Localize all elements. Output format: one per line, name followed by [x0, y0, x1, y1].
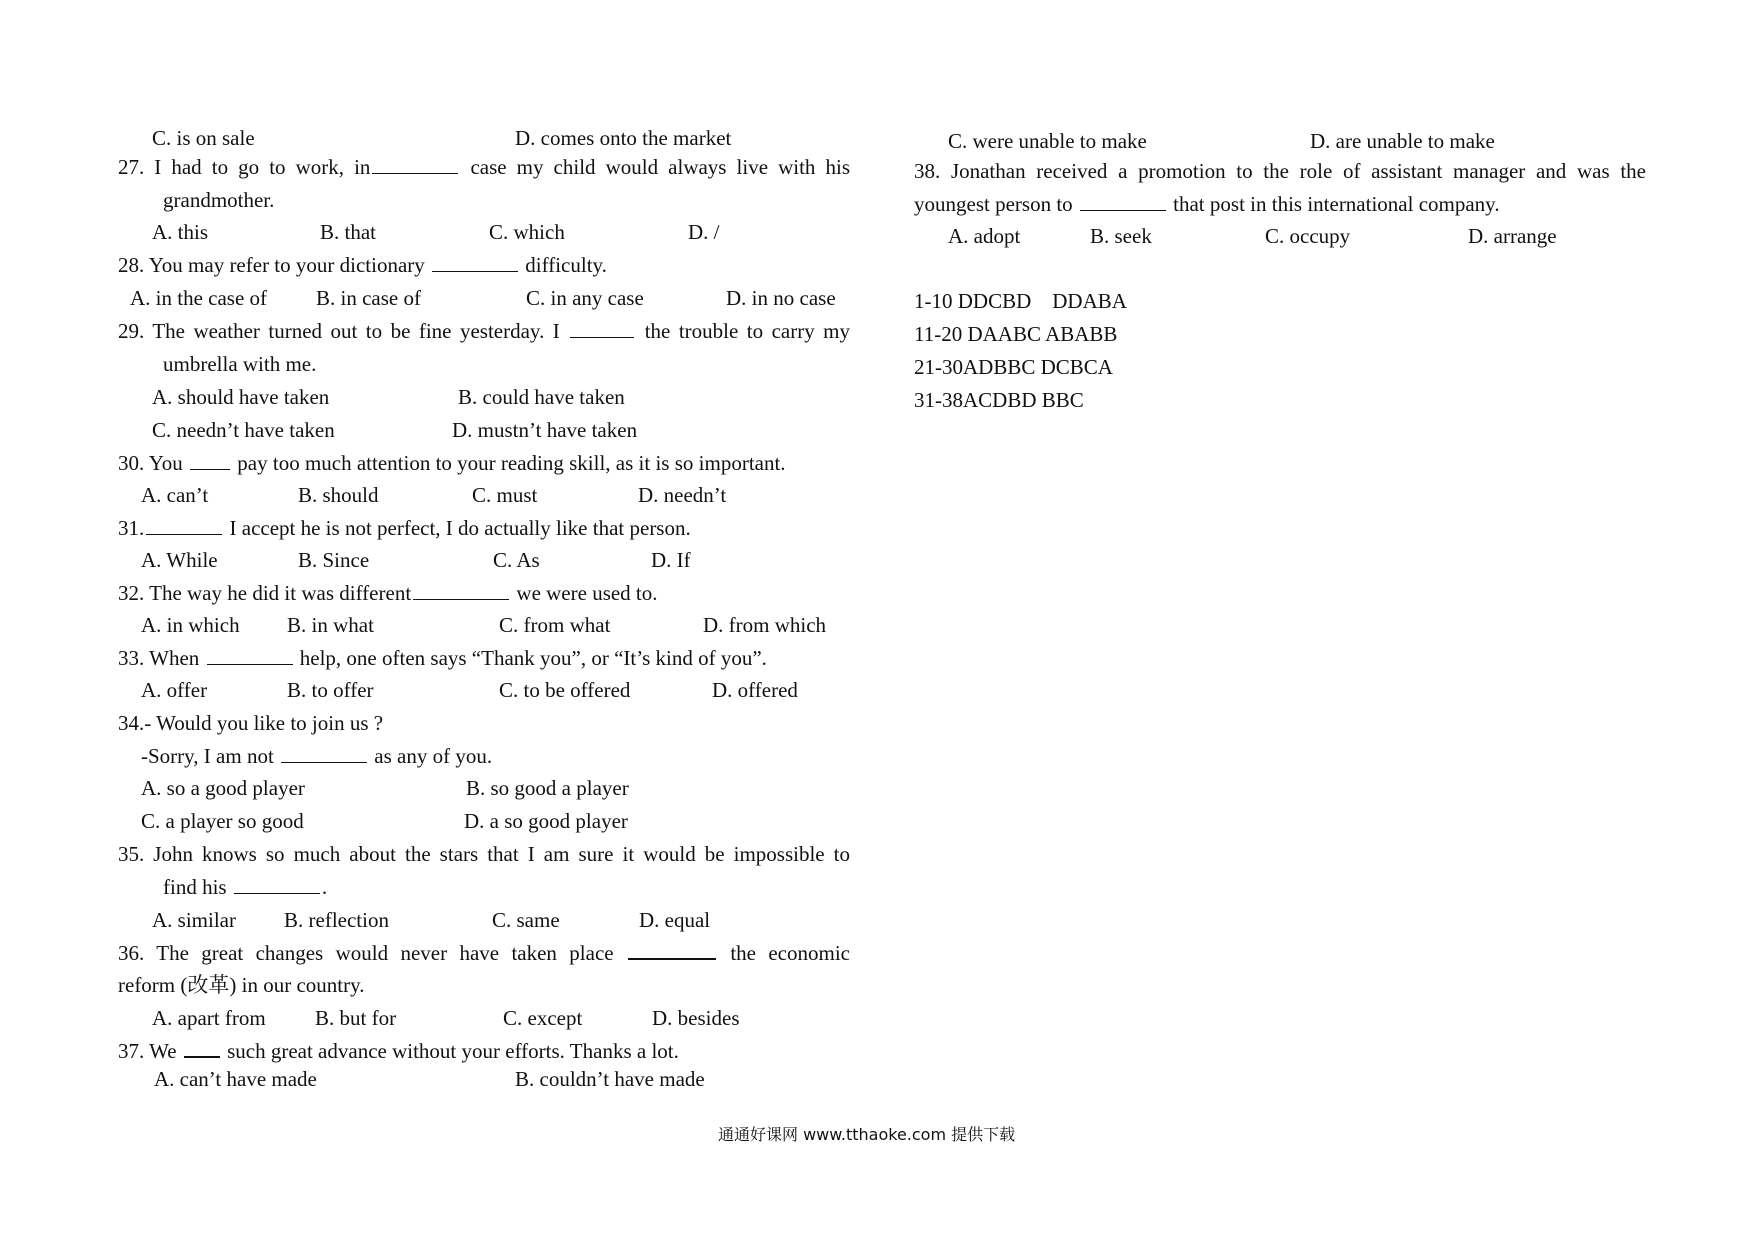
q38-stem-pre: youngest person to [914, 192, 1073, 216]
q34-reply-pre: -Sorry, I am not [141, 744, 274, 768]
q31-option-d: D. If [651, 548, 691, 572]
q35-option-b: B. reflection [284, 908, 389, 932]
q26-option-d: D. comes onto the market [515, 126, 732, 150]
q28-stem [118, 251, 607, 280]
q35-stem-text: 35. John knows so much about the stars that I am sure it would be impossible to [118, 842, 850, 866]
q28-blank [432, 251, 518, 272]
q28-option-c: C. in any case [526, 286, 644, 310]
q33-option-c: C. to be offered [499, 678, 631, 702]
q27-option-b: B. that [320, 220, 376, 244]
q31-option-c: C. As [493, 548, 540, 572]
q36-stem-post: the economic [730, 941, 850, 965]
q37-option-a: A. can’t have made [154, 1067, 317, 1091]
q37-option-c: C. were unable to make [948, 129, 1147, 153]
q36-stem-pre: 36. The great changes would never have taken place [118, 941, 614, 965]
q33-option-d: D. offered [712, 678, 798, 702]
q28-stem-pre: 28. You may refer to your dictionary [118, 253, 425, 277]
q29-option-d: D. mustn’t have taken [452, 418, 638, 442]
q35-stem [118, 840, 850, 869]
q30-option-b: B. should [298, 483, 379, 507]
q34-reply-post: as any of you. [374, 744, 493, 768]
q38-stem-cont [914, 190, 1500, 219]
q34-blank [281, 742, 367, 763]
q33-blank [207, 644, 293, 665]
q38-option-b: B. seek [1090, 224, 1152, 248]
q31-stem-pre: 31. [118, 516, 145, 540]
q32-stem-post: we were used to. [511, 581, 658, 605]
q36-option-b: B. but for [315, 1006, 397, 1030]
q35-stem-cont [163, 873, 327, 902]
q29-blank [570, 317, 634, 338]
q36-stem-cont: reform (改革) in our country. [118, 973, 365, 997]
q29-option-c: C. needn’t have taken [152, 418, 335, 442]
q29-stem-pre: 29. The weather turned out to be fine yesterday. I [118, 319, 560, 343]
answer-row-4: 31-38ACDBD BBC [914, 388, 1084, 412]
q34-option-a: A. so a good player [141, 776, 305, 800]
q28-option-d: D. in no case [726, 286, 836, 310]
q35-stem-post: . [321, 875, 328, 899]
q38-stem-text: 38. Jonathan received a promotion to the role of assistant manager and was the [914, 159, 1646, 183]
q31-stem [118, 514, 691, 543]
q37-stem-pre: 37. We [118, 1039, 177, 1063]
q36-option-d: D. besides [652, 1006, 740, 1030]
q28-stem-post: difficulty. [525, 253, 607, 277]
q38-blank [1080, 190, 1166, 211]
q32-option-c: C. from what [499, 613, 611, 637]
q31-option-a: A. While [141, 548, 218, 572]
q33-stem-post: help, one often says “Thank you”, or “It’s kind of you”. [299, 646, 767, 670]
q38-option-c: C. occupy [1265, 224, 1351, 248]
answer-row-2: 11-20 DAABC ABABB [914, 322, 1118, 346]
q27-option-a: A. this [152, 220, 209, 244]
q27-option-d: D. / [688, 220, 720, 244]
q33-stem [118, 644, 767, 673]
q38-stem [914, 157, 1646, 186]
q37-blank [184, 1036, 220, 1058]
q27-option-c: C. which [489, 220, 565, 244]
q27-stem-post: case my child would always live with his [460, 155, 850, 179]
q36-option-c: C. except [503, 1006, 583, 1030]
q32-stem [118, 579, 658, 608]
q37-option-d: D. are unable to make [1310, 129, 1495, 153]
q34-option-d: D. a so good player [464, 809, 628, 833]
q31-blank [146, 514, 222, 535]
q35-option-a: A. similar [152, 908, 236, 932]
q31-option-b: B. Since [298, 548, 370, 572]
q37-option-b: B. couldn’t have made [515, 1067, 705, 1091]
q35-option-d: D. equal [639, 908, 711, 932]
q30-stem [118, 449, 786, 478]
q29-stem [118, 317, 850, 346]
q30-blank [190, 449, 230, 470]
q29-stem-post: the trouble to carry my [644, 319, 851, 343]
q30-option-c: C. must [472, 483, 538, 507]
q29-option-b: B. could have taken [458, 385, 625, 409]
answer-row-1: 1-10 DDCBD DDABA [914, 289, 1127, 313]
page-footer: 通通好课网 www.tthaoke.com 提供下载 [718, 1125, 1016, 1144]
q30-stem-post: pay too much attention to your reading skill, as it is so important. [237, 451, 786, 475]
q36-blank [628, 938, 716, 960]
q34-reply [141, 742, 492, 771]
q30-stem-pre: 30. You [118, 451, 183, 475]
q29-option-a: A. should have taken [152, 385, 330, 409]
q28-option-b: B. in case of [316, 286, 421, 310]
q29-stem-cont: umbrella with me. [163, 352, 317, 376]
q32-option-b: B. in what [287, 613, 374, 637]
q27-blank [372, 153, 458, 174]
q31-stem-post: I accept he is not perfect, I do actually like that person. [224, 516, 691, 540]
q32-option-d: D. from which [703, 613, 827, 637]
q38-option-a: A. adopt [948, 224, 1021, 248]
q32-option-a: A. in which [141, 613, 240, 637]
q26-option-c: C. is on sale [152, 126, 255, 150]
q34-option-c: C. a player so good [141, 809, 304, 833]
q35-blank [234, 873, 320, 894]
q27-stem-pre: 27. I had to go to work, in [118, 155, 371, 179]
q34-option-b: B. so good a player [466, 776, 629, 800]
q38-option-d: D. arrange [1468, 224, 1557, 248]
q35-option-c: C. same [492, 908, 560, 932]
q30-option-a: A. can’t [141, 483, 209, 507]
q32-stem-pre: 32. The way he did it was different [118, 581, 412, 605]
q33-stem-pre: 33. When [118, 646, 200, 670]
q35-stem-pre: find his [163, 875, 227, 899]
q28-option-a: A. in the case of [130, 286, 268, 310]
q38-stem-post: that post in this international company. [1173, 192, 1500, 216]
q33-option-b: B. to offer [287, 678, 374, 702]
q37-stem-post: such great advance without your efforts. Thanks a lot. [227, 1039, 679, 1063]
q32-blank [413, 579, 509, 600]
q30-option-d: D. needn’t [638, 483, 727, 507]
q33-option-a: A. offer [141, 678, 208, 702]
q36-stem [118, 938, 850, 968]
q36-option-a: A. apart from [152, 1006, 266, 1030]
q37-stem [118, 1036, 679, 1066]
answer-row-3: 21-30ADBBC DCBCA [914, 355, 1113, 379]
q34-stem: 34.- Would you like to join us ? [118, 711, 384, 735]
q27-stem-cont: grandmother. [163, 188, 275, 212]
q27-stem [118, 153, 850, 182]
